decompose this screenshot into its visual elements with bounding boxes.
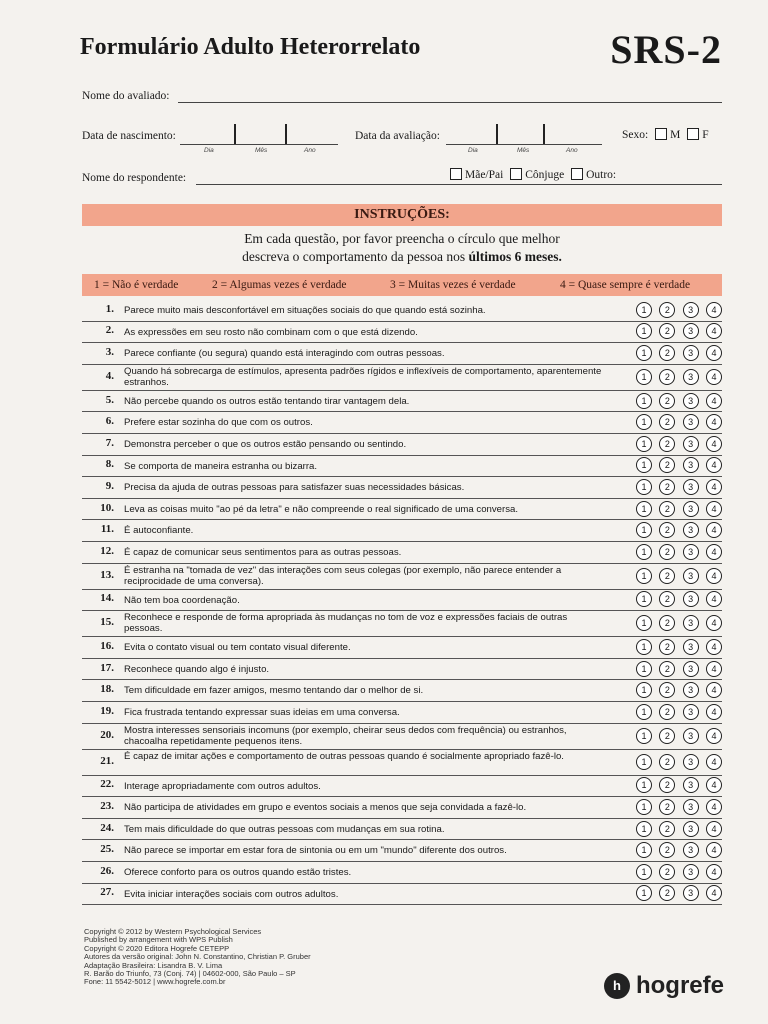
answer-circle-2[interactable]: 2 bbox=[659, 639, 675, 655]
birth-date-divider bbox=[285, 124, 287, 144]
question-number: 2. bbox=[105, 324, 114, 337]
question-number: 20. bbox=[100, 728, 114, 741]
answer-circle-3[interactable]: 3 bbox=[683, 436, 699, 452]
answer-circle-4[interactable]: 4 bbox=[706, 728, 722, 744]
form-code: SRS-2 bbox=[610, 27, 722, 72]
answer-circle-3[interactable]: 3 bbox=[683, 885, 699, 901]
answer-circle-2[interactable]: 2 bbox=[659, 436, 675, 452]
answer-circle-2[interactable]: 2 bbox=[659, 591, 675, 607]
answer-options bbox=[636, 728, 722, 744]
response-legend bbox=[82, 274, 722, 296]
answer-circle-4[interactable]: 4 bbox=[706, 639, 722, 655]
question-row bbox=[82, 455, 722, 478]
answer-circle-2[interactable]: 2 bbox=[659, 457, 675, 473]
answer-circle-2[interactable]: 2 bbox=[659, 345, 675, 361]
sex-m-checkbox[interactable] bbox=[655, 128, 667, 140]
question-text: Parece confiante (ou segura) quando está interagindo com outras pessoas. bbox=[124, 348, 445, 360]
answer-circle-1[interactable]: 1 bbox=[636, 661, 652, 677]
answer-options bbox=[636, 323, 722, 339]
answer-circle-3[interactable]: 3 bbox=[683, 323, 699, 339]
question-row bbox=[82, 775, 722, 798]
birth-day-caption: Dia bbox=[204, 147, 214, 154]
copyright-line: R. Barão do Triunfo, 73 (Conj. 74) | 04602-000, São Paulo – SP bbox=[84, 969, 296, 979]
answer-circle-2[interactable]: 2 bbox=[659, 323, 675, 339]
question-text: É autoconfiante. bbox=[124, 525, 194, 537]
answer-options bbox=[636, 615, 722, 631]
answer-circle-2[interactable]: 2 bbox=[659, 754, 675, 770]
birth-date-divider bbox=[234, 124, 236, 144]
answer-options bbox=[636, 522, 722, 538]
answer-circle-2[interactable]: 2 bbox=[659, 704, 675, 720]
answer-circle-1[interactable]: 1 bbox=[636, 568, 652, 584]
question-text: Quando há sobrecarga de estímulos, apresenta padrões rígidos e inflexíveis de comportamento, aparentemente estranhos. bbox=[124, 365, 602, 388]
hogrefe-wordmark: hogrefe bbox=[635, 972, 724, 999]
hogrefe-mark-icon: h bbox=[604, 973, 630, 999]
question-number: 4. bbox=[105, 369, 114, 382]
question-number: 1. bbox=[105, 302, 114, 315]
answer-options bbox=[636, 682, 722, 698]
sex-label: Sexo: bbox=[622, 129, 649, 141]
question-text: Oferece conforto para os outros quando estão tristes. bbox=[124, 867, 352, 878]
answer-options bbox=[636, 661, 722, 677]
answer-circle-3[interactable]: 3 bbox=[683, 728, 699, 744]
question-number: 10. bbox=[100, 501, 114, 514]
question-row bbox=[82, 723, 722, 750]
instructions-line-2 bbox=[82, 248, 722, 266]
answer-circle-3[interactable]: 3 bbox=[683, 369, 699, 385]
question-number: 13. bbox=[100, 568, 114, 581]
answer-circle-4[interactable]: 4 bbox=[706, 661, 722, 677]
question-row bbox=[82, 321, 722, 344]
answer-circle-3[interactable]: 3 bbox=[683, 754, 699, 770]
answer-circle-1[interactable]: 1 bbox=[636, 479, 652, 495]
mother-father-checkbox[interactable] bbox=[450, 168, 462, 180]
question-text: Precisa da ajuda de outras pessoas para satisfazer suas necessidades básicas. bbox=[124, 482, 465, 494]
answer-circle-3[interactable]: 3 bbox=[683, 682, 699, 698]
question-text: Não tem boa coordenação. bbox=[124, 594, 240, 606]
question-text: Demonstra perceber o que os outros estão pensando ou sentindo. bbox=[124, 439, 407, 450]
answer-circle-1[interactable]: 1 bbox=[636, 414, 652, 430]
answer-circle-3[interactable]: 3 bbox=[683, 501, 699, 517]
question-row bbox=[82, 610, 722, 637]
question-text: Reconhece quando algo é injusto. bbox=[124, 663, 270, 675]
question-row bbox=[82, 498, 722, 521]
question-row bbox=[82, 433, 722, 456]
answer-options bbox=[636, 345, 722, 361]
answer-options bbox=[636, 369, 722, 385]
question-number: 8. bbox=[105, 458, 114, 471]
copyright-line: Published by arrangement with WPS Publish bbox=[84, 935, 233, 945]
question-row bbox=[82, 701, 722, 724]
answer-circle-3[interactable]: 3 bbox=[683, 345, 699, 361]
question-row bbox=[82, 861, 722, 884]
answer-circle-1[interactable]: 1 bbox=[636, 436, 652, 452]
answer-circle-1[interactable]: 1 bbox=[636, 323, 652, 339]
question-number: 15. bbox=[100, 616, 114, 629]
answer-circle-1[interactable]: 1 bbox=[636, 393, 652, 409]
answer-options bbox=[636, 457, 722, 473]
copyright-line: Copyright © 2020 Editora Hogrefe CETEPP bbox=[84, 943, 230, 953]
answer-circle-4[interactable]: 4 bbox=[706, 414, 722, 430]
hogrefe-logo bbox=[604, 972, 724, 1000]
answer-circle-1[interactable]: 1 bbox=[636, 799, 652, 815]
question-row bbox=[82, 476, 722, 499]
question-row bbox=[82, 883, 722, 906]
answer-options bbox=[636, 414, 722, 430]
question-number: 7. bbox=[105, 436, 114, 449]
answer-circle-1[interactable]: 1 bbox=[636, 345, 652, 361]
answer-circle-3[interactable]: 3 bbox=[683, 821, 699, 837]
question-number: 21. bbox=[100, 754, 114, 767]
respondent-label: Nome do respondente: bbox=[82, 172, 187, 184]
question-text: Se comporta de maneira estranha ou bizarra. bbox=[124, 460, 318, 472]
question-number: 25. bbox=[100, 843, 114, 856]
answer-circle-2[interactable]: 2 bbox=[659, 479, 675, 495]
answer-circle-2[interactable]: 2 bbox=[659, 522, 675, 538]
answer-options bbox=[636, 544, 722, 560]
answer-circle-4[interactable]: 4 bbox=[706, 821, 722, 837]
answer-options bbox=[636, 639, 722, 655]
question-text: Leva as coisas muito "ao pé da letra" e não compreende o real significado de uma conversa. bbox=[124, 503, 518, 515]
answer-circle-4[interactable]: 4 bbox=[706, 754, 722, 770]
question-number: 12. bbox=[100, 544, 114, 557]
question-text: Interage apropriadamente com outros adultos. bbox=[124, 780, 321, 792]
answer-circle-2[interactable]: 2 bbox=[659, 615, 675, 631]
answer-options bbox=[636, 704, 722, 720]
question-row bbox=[82, 818, 722, 841]
answer-circle-4[interactable]: 4 bbox=[706, 302, 722, 318]
answer-circle-1[interactable]: 1 bbox=[636, 704, 652, 720]
question-row bbox=[82, 658, 722, 681]
instructions-emphasis: últimos 6 meses. bbox=[468, 249, 562, 264]
question-text: Tem dificuldade em fazer amigos, mesmo tentando dar o melhor de si. bbox=[124, 685, 424, 697]
question-number: 18. bbox=[100, 683, 114, 696]
answer-circle-2[interactable]: 2 bbox=[659, 821, 675, 837]
answer-circle-2[interactable]: 2 bbox=[659, 414, 675, 430]
answer-circle-4[interactable]: 4 bbox=[706, 479, 722, 495]
copyright-line: Autores da versão original: John N. Constantino, Christian P. Gruber bbox=[84, 952, 311, 962]
question-text: É estranha na "tomada de vez" das interações com seus colegas (por exemplo, não parece entender a reciprocidade de uma conversa). bbox=[124, 564, 562, 587]
answer-circle-2[interactable]: 2 bbox=[659, 728, 675, 744]
question-number: 3. bbox=[105, 345, 114, 358]
answer-circle-1[interactable]: 1 bbox=[636, 522, 652, 538]
legend-option-3: 3 = Muitas vezes é verdade bbox=[390, 279, 516, 291]
birth-year-caption: Ano bbox=[304, 147, 316, 154]
legend-option-4: 4 = Quase sempre é verdade bbox=[560, 279, 691, 291]
answer-circle-3[interactable]: 3 bbox=[683, 457, 699, 473]
answer-circle-1[interactable]: 1 bbox=[636, 544, 652, 560]
instructions-line-1: Em cada questão, por favor preencha o círculo que melhor bbox=[244, 231, 560, 246]
answer-options bbox=[636, 436, 722, 452]
answer-circle-1[interactable]: 1 bbox=[636, 591, 652, 607]
answer-circle-1[interactable]: 1 bbox=[636, 864, 652, 880]
answer-circle-2[interactable]: 2 bbox=[659, 393, 675, 409]
copyright-line: Fone: 11 5542-5012 | www.hogrefe.com.br bbox=[84, 977, 226, 987]
copyright-line: Copyright © 2012 by Western Psychological Services bbox=[84, 927, 262, 936]
respondent-field[interactable] bbox=[196, 184, 722, 185]
answer-circle-3[interactable]: 3 bbox=[683, 302, 699, 318]
question-row bbox=[82, 299, 722, 322]
answer-circle-2[interactable]: 2 bbox=[659, 682, 675, 698]
answer-circle-4[interactable]: 4 bbox=[706, 323, 722, 339]
evaluated-name-label: Nome do avaliado: bbox=[82, 90, 170, 102]
answer-circle-3[interactable]: 3 bbox=[683, 522, 699, 538]
instructions-text bbox=[82, 230, 722, 266]
question-number: 6. bbox=[105, 415, 114, 428]
answer-circle-4[interactable]: 4 bbox=[706, 393, 722, 409]
question-text: Evita o contato visual ou tem contato visual diferente. bbox=[124, 642, 351, 654]
answer-circle-4[interactable]: 4 bbox=[706, 704, 722, 720]
question-row bbox=[82, 796, 722, 819]
question-number: 16. bbox=[100, 639, 114, 652]
answer-circle-2[interactable]: 2 bbox=[659, 885, 675, 901]
answer-options bbox=[636, 864, 722, 880]
question-text: Tem mais dificuldade do que outras pessoas com mudanças em sua rotina. bbox=[124, 823, 445, 835]
question-number: 24. bbox=[100, 821, 114, 834]
answer-options bbox=[636, 501, 722, 517]
eval-date-divider bbox=[543, 124, 545, 144]
answer-circle-4[interactable]: 4 bbox=[706, 568, 722, 584]
answer-circle-2[interactable]: 2 bbox=[659, 544, 675, 560]
question-row bbox=[82, 364, 722, 391]
question-number: 27. bbox=[100, 886, 114, 899]
answer-circle-1[interactable]: 1 bbox=[636, 842, 652, 858]
eval-date-label: Data da avaliação: bbox=[355, 130, 440, 142]
answer-circle-2[interactable]: 2 bbox=[659, 864, 675, 880]
eval-date-divider bbox=[496, 124, 498, 144]
legend-option-2: 2 = Algumas vezes é verdade bbox=[212, 279, 347, 291]
answer-circle-1[interactable]: 1 bbox=[636, 821, 652, 837]
answer-circle-2[interactable]: 2 bbox=[659, 501, 675, 517]
question-text: As expressões em seu rosto não combinam com o que está dizendo. bbox=[124, 326, 418, 338]
question-row bbox=[82, 563, 722, 590]
answer-options bbox=[636, 885, 722, 901]
mother-father-label: Mãe/Pai bbox=[465, 169, 504, 181]
answer-options bbox=[636, 777, 722, 793]
answer-options bbox=[636, 821, 722, 837]
answer-circle-3[interactable]: 3 bbox=[683, 777, 699, 793]
answer-circle-4[interactable]: 4 bbox=[706, 345, 722, 361]
answer-circle-3[interactable]: 3 bbox=[683, 544, 699, 560]
other-label: Outro: bbox=[586, 169, 617, 181]
answer-circle-2[interactable]: 2 bbox=[659, 842, 675, 858]
eval-year-caption: Ano bbox=[566, 147, 578, 154]
answer-circle-3[interactable]: 3 bbox=[683, 864, 699, 880]
respondent-relation-group bbox=[446, 168, 618, 181]
question-row bbox=[82, 679, 722, 702]
answer-circle-3[interactable]: 3 bbox=[683, 568, 699, 584]
answer-options bbox=[636, 799, 722, 815]
question-number: 9. bbox=[105, 479, 114, 492]
answer-circle-1[interactable]: 1 bbox=[636, 369, 652, 385]
answer-circle-1[interactable]: 1 bbox=[636, 682, 652, 698]
answer-circle-1[interactable]: 1 bbox=[636, 754, 652, 770]
eval-month-caption: Mês bbox=[517, 147, 530, 154]
answer-circle-3[interactable]: 3 bbox=[683, 799, 699, 815]
answer-circle-1[interactable]: 1 bbox=[636, 302, 652, 318]
answer-options bbox=[636, 568, 722, 584]
answer-circle-3[interactable]: 3 bbox=[683, 414, 699, 430]
answer-circle-4[interactable]: 4 bbox=[706, 842, 722, 858]
answer-circle-3[interactable]: 3 bbox=[683, 393, 699, 409]
question-number: 5. bbox=[105, 393, 114, 406]
answer-circle-1[interactable]: 1 bbox=[636, 615, 652, 631]
other-checkbox[interactable] bbox=[571, 168, 583, 180]
answer-circle-4[interactable]: 4 bbox=[706, 682, 722, 698]
answer-circle-2[interactable]: 2 bbox=[659, 661, 675, 677]
answer-circle-4[interactable]: 4 bbox=[706, 777, 722, 793]
answer-circle-1[interactable]: 1 bbox=[636, 885, 652, 901]
question-number: 23. bbox=[100, 799, 114, 812]
eval-date-field[interactable] bbox=[446, 144, 602, 145]
question-row bbox=[82, 411, 722, 434]
form-title: Formulário Adulto Heterorrelato bbox=[80, 34, 421, 60]
answer-circle-3[interactable]: 3 bbox=[683, 479, 699, 495]
sex-group bbox=[622, 128, 709, 141]
answer-circle-3[interactable]: 3 bbox=[683, 639, 699, 655]
question-text: Não percebe quando os outros estão tentando tirar vantagem dela. bbox=[124, 395, 410, 407]
sex-f-checkbox[interactable] bbox=[687, 128, 699, 140]
copyright-block bbox=[84, 928, 311, 987]
question-text: É capaz de imitar ações e comportamento de outras pessoas quando é socialmente apropriado fazê-lo. bbox=[124, 750, 564, 762]
answer-options bbox=[636, 302, 722, 318]
question-text: Prefere estar sozinha do que com os outros. bbox=[124, 417, 313, 429]
question-number: 11. bbox=[100, 523, 114, 536]
spouse-checkbox[interactable] bbox=[510, 168, 522, 180]
answer-circle-1[interactable]: 1 bbox=[636, 728, 652, 744]
answer-circle-4[interactable]: 4 bbox=[706, 369, 722, 385]
answer-circle-3[interactable]: 3 bbox=[683, 704, 699, 720]
question-number: 17. bbox=[100, 661, 114, 674]
answer-circle-3[interactable]: 3 bbox=[683, 842, 699, 858]
legend-option-1: 1 = Não é verdade bbox=[94, 279, 179, 291]
answer-circle-4[interactable]: 4 bbox=[706, 591, 722, 607]
answer-circle-2[interactable]: 2 bbox=[659, 568, 675, 584]
answer-circle-4[interactable]: 4 bbox=[706, 615, 722, 631]
birth-date-label: Data de nascimento: bbox=[82, 130, 176, 142]
question-row bbox=[82, 589, 722, 612]
answer-options bbox=[636, 842, 722, 858]
question-row bbox=[82, 342, 722, 365]
question-row bbox=[82, 749, 722, 776]
answer-circle-4[interactable]: 4 bbox=[706, 544, 722, 560]
question-text: Não parece se importar em estar fora de sintonia ou em um "mundo" diferente dos outros. bbox=[124, 845, 507, 857]
evaluated-name-field[interactable] bbox=[178, 102, 722, 103]
answer-circle-1[interactable]: 1 bbox=[636, 457, 652, 473]
eval-day-caption: Dia bbox=[468, 147, 478, 154]
sex-m-label: M bbox=[670, 129, 681, 141]
answer-circle-2[interactable]: 2 bbox=[659, 799, 675, 815]
question-text: Reconhece e responde de forma apropriada às mudanças no tom de voz e expressões faciais de outras pessoas. bbox=[124, 612, 568, 635]
question-text: Parece muito mais desconfortável em situações sociais do que quando está sozinha. bbox=[124, 305, 486, 316]
sex-f-label: F bbox=[702, 129, 709, 141]
question-row bbox=[82, 541, 722, 564]
question-row bbox=[82, 390, 722, 413]
question-text: Mostra interesses sensoriais incomuns (por exemplo, cheirar seus dedos com frequência) ou estranhos, chacoalha repetidamente pequenos itens. bbox=[124, 724, 567, 747]
answer-circle-1[interactable]: 1 bbox=[636, 501, 652, 517]
instructions-line-2-text: descreva o comportamento da pessoa nos bbox=[242, 249, 469, 264]
answer-circle-4[interactable]: 4 bbox=[706, 457, 722, 473]
answer-circle-3[interactable]: 3 bbox=[683, 661, 699, 677]
answer-options bbox=[636, 754, 722, 770]
answer-options bbox=[636, 393, 722, 409]
question-number: 14. bbox=[100, 592, 114, 605]
answer-options bbox=[636, 591, 722, 607]
instructions-title: INSTRUÇÕES: bbox=[82, 204, 722, 226]
answer-circle-2[interactable]: 2 bbox=[659, 302, 675, 318]
question-row bbox=[82, 519, 722, 542]
question-number: 22. bbox=[100, 778, 114, 791]
answer-circle-4[interactable]: 4 bbox=[706, 436, 722, 452]
answer-circle-1[interactable]: 1 bbox=[636, 777, 652, 793]
question-row bbox=[82, 839, 722, 862]
spouse-label: Cônjuge bbox=[525, 169, 565, 181]
question-text: É capaz de comunicar seus sentimentos para as outras pessoas. bbox=[124, 547, 402, 558]
answer-circle-1[interactable]: 1 bbox=[636, 639, 652, 655]
answer-circle-2[interactable]: 2 bbox=[659, 777, 675, 793]
answer-circle-3[interactable]: 3 bbox=[683, 591, 699, 607]
question-text: Evita iniciar interações sociais com outros adultos. bbox=[124, 888, 339, 900]
answer-circle-4[interactable]: 4 bbox=[706, 799, 722, 815]
question-row bbox=[82, 636, 722, 659]
answer-circle-2[interactable]: 2 bbox=[659, 369, 675, 385]
answer-options bbox=[636, 479, 722, 495]
answer-circle-4[interactable]: 4 bbox=[706, 522, 722, 538]
answer-circle-4[interactable]: 4 bbox=[706, 885, 722, 901]
answer-circle-4[interactable]: 4 bbox=[706, 501, 722, 517]
question-text: Fica frustrada tentando expressar suas ideias em uma conversa. bbox=[124, 707, 400, 718]
question-text: Não participa de atividades em grupo e eventos sociais a menos que seja convidada a fazê-lo. bbox=[124, 802, 527, 814]
question-number: 19. bbox=[100, 704, 114, 717]
question-number: 26. bbox=[100, 864, 114, 877]
answer-circle-4[interactable]: 4 bbox=[706, 864, 722, 880]
answer-circle-3[interactable]: 3 bbox=[683, 615, 699, 631]
birth-date-field[interactable] bbox=[180, 144, 338, 145]
birth-month-caption: Mês bbox=[255, 147, 268, 154]
copyright-line: Adaptação Brasileira: Lisandra B. V. Lima bbox=[84, 960, 223, 970]
